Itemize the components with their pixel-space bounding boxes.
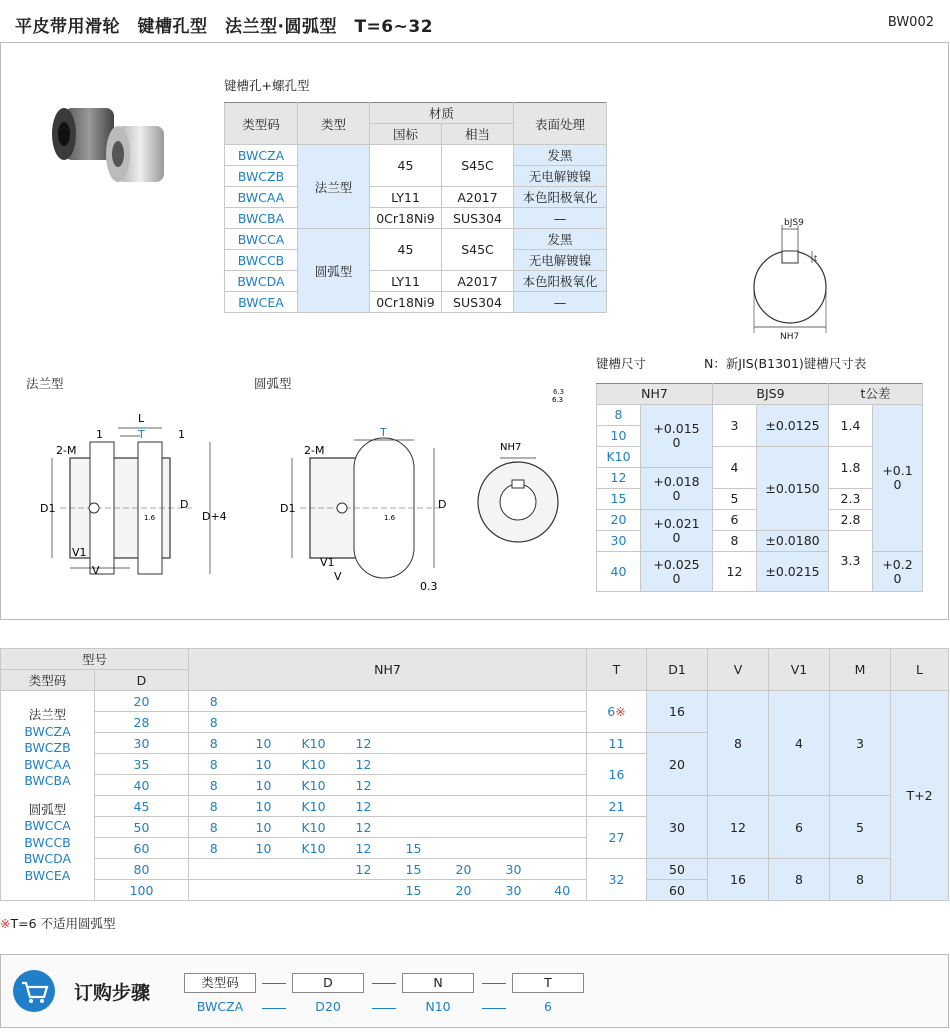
n-value: 30	[489, 859, 539, 880]
d-value: 35	[95, 754, 189, 775]
n-tol: +0.021 0	[641, 510, 713, 552]
type-code: BWCZA	[225, 145, 298, 166]
n-value: 8	[597, 405, 641, 426]
type-code-item: BWCDA	[23, 851, 72, 866]
type-code: BWCCB	[225, 250, 298, 271]
n-value: 8	[189, 754, 239, 775]
arc-label-D1: D1	[280, 502, 296, 515]
type-code: BWCDA	[225, 271, 298, 292]
n-value	[289, 880, 339, 901]
n-value: 12	[339, 775, 389, 796]
d1-value: 20	[647, 733, 708, 796]
type-code: BWCAA	[225, 187, 298, 208]
arc-label-T: T	[380, 426, 387, 439]
col-type-code: 类型码	[225, 103, 298, 145]
product-code: BW002	[887, 15, 934, 30]
arc-label-V1: V1	[320, 556, 335, 569]
n-value	[239, 880, 289, 901]
n-value	[439, 838, 489, 859]
n-value: K10	[289, 838, 339, 859]
n-value	[489, 754, 539, 775]
n-value: 12	[597, 468, 641, 489]
n-value	[339, 691, 389, 712]
n-value: K10	[289, 754, 339, 775]
n-value: 12	[339, 838, 389, 859]
label-63: 6.3	[552, 396, 564, 404]
n-value: 15	[389, 880, 439, 901]
table-row	[1, 859, 949, 880]
type-code-item	[1, 790, 94, 802]
n-value	[439, 754, 489, 775]
col-bjs9: BJS9	[713, 384, 829, 405]
d1-value: 30	[647, 796, 708, 859]
n-value: 20	[439, 880, 489, 901]
n-value	[189, 880, 239, 901]
n-value: 30	[489, 880, 539, 901]
surface: —	[514, 208, 607, 229]
surface: 本色阳极氧化	[514, 271, 607, 292]
arc-label-2M: 2-M	[304, 444, 325, 457]
col-d1: D1	[647, 649, 708, 691]
label-V: V	[92, 564, 100, 577]
label-bjs9: bJS9	[784, 218, 804, 228]
n-tol: +0.025 0	[641, 552, 713, 592]
label-D4: D+4	[202, 510, 227, 523]
b-tol: ±0.0215	[757, 552, 829, 592]
bore-label-nh7: NH7	[500, 442, 522, 453]
order-label-t: T	[512, 973, 584, 993]
material-equiv: SUS304	[442, 208, 514, 229]
order-value-d: D20	[315, 999, 341, 1014]
b-value: 3	[713, 405, 757, 447]
type-flange: 法兰型	[298, 145, 370, 229]
surface: 发黑	[514, 229, 607, 250]
label-surface-63: 6.3	[553, 388, 565, 396]
col-t-tol: t公差	[829, 384, 923, 405]
n-value: 10	[239, 754, 289, 775]
n-value	[489, 691, 539, 712]
n-value: 30	[597, 531, 641, 552]
n-value	[539, 859, 587, 880]
col-t: T	[587, 649, 647, 691]
t-number: 6	[607, 704, 616, 719]
n-value	[389, 775, 439, 796]
n-value	[389, 754, 439, 775]
col-nh7: NH7	[597, 384, 713, 405]
material-equiv: S45C	[442, 229, 514, 271]
t-value: 2.8	[829, 510, 873, 531]
n-value: 8	[189, 733, 239, 754]
t-value: 1.8	[829, 447, 873, 489]
t-value	[587, 817, 647, 859]
material-table-caption: 键槽孔+螺孔型	[224, 78, 310, 93]
n-value	[489, 712, 539, 733]
label-roughness: 1.6	[144, 514, 156, 522]
type-code-item: BWCCB	[24, 834, 71, 850]
n-value	[439, 712, 489, 733]
b-value: 5	[713, 489, 757, 510]
col-l: L	[891, 649, 949, 691]
b-value: 6	[713, 510, 757, 531]
n-value: 10	[239, 733, 289, 754]
n-value	[539, 754, 587, 775]
t-value: 2.3	[829, 489, 873, 510]
label-D1: D1	[40, 502, 56, 515]
d-value: 30	[95, 733, 189, 754]
n-value: 10	[239, 838, 289, 859]
v-value: 16	[708, 859, 769, 901]
type-code-list	[1, 691, 95, 901]
n-value: K10	[597, 447, 641, 468]
t-tol: +0.2 0	[873, 552, 923, 592]
t-value	[587, 733, 647, 754]
t-value	[587, 796, 647, 817]
b-tol: ±0.0150	[757, 447, 829, 531]
n-value: 8	[189, 775, 239, 796]
type-code: BWCCA	[225, 229, 298, 250]
footnote-text: T=6 不适用圆弧型	[10, 916, 116, 931]
n-value: 8	[189, 691, 239, 712]
n-value	[539, 775, 587, 796]
col-v1: V1	[769, 649, 830, 691]
d-value: 20	[95, 691, 189, 712]
type-code: BWCBA	[225, 208, 298, 229]
col-d: D	[95, 670, 189, 691]
footnote-mark: ※	[0, 916, 11, 931]
table-row	[1, 796, 949, 817]
n-value	[389, 733, 439, 754]
col-v: V	[708, 649, 769, 691]
type-code-item: BWCCA	[24, 818, 71, 833]
col-material: 材质	[370, 103, 514, 124]
t-value	[587, 859, 647, 901]
surface: —	[514, 292, 607, 313]
n-value	[339, 712, 389, 733]
col-type-code: 类型码	[1, 670, 95, 691]
n-value	[539, 817, 587, 838]
flange-drawing-label: 法兰型	[26, 376, 64, 391]
type-code: BWCZB	[225, 166, 298, 187]
type-code-item: BWCAA	[24, 756, 71, 772]
table-row	[1, 691, 949, 712]
label-nh7-small: NH7	[780, 332, 800, 342]
n-tol: +0.018 0	[641, 468, 713, 510]
t-number: 21	[608, 798, 625, 814]
v1-value: 6	[769, 796, 830, 859]
material-equiv: S45C	[442, 145, 514, 187]
n-value: 20	[439, 859, 489, 880]
d-value: 80	[95, 859, 189, 880]
n-value: 10	[239, 775, 289, 796]
label-2M: 2-M	[56, 444, 77, 457]
label-D: D	[180, 498, 189, 511]
page-title: 平皮带用滑轮 键槽孔型 法兰型·圆弧型 T=6~32	[15, 17, 434, 37]
type-code-item: 圆弧型	[28, 801, 67, 817]
n-value: 20	[597, 510, 641, 531]
d1-value: 50	[647, 859, 708, 880]
t-value	[587, 691, 647, 733]
material-table	[224, 102, 607, 313]
col-equiv: 相当	[442, 124, 514, 145]
n-value	[539, 838, 587, 859]
n-value: K10	[289, 796, 339, 817]
n-value	[489, 838, 539, 859]
order-label-type-code: 类型码	[184, 973, 256, 993]
n-value: K10	[289, 775, 339, 796]
arc-label-roughness: 1.6	[384, 514, 396, 522]
arc-drawing-label: 圆弧型	[254, 376, 292, 391]
n-value	[489, 796, 539, 817]
b-tol: ±0.0180	[757, 531, 829, 552]
keyway-section-drawing	[740, 215, 860, 345]
n-value: 10	[597, 426, 641, 447]
material-gb: 0Cr18Ni9	[370, 292, 442, 313]
col-m: M	[830, 649, 891, 691]
d-value: 28	[95, 712, 189, 733]
t-note-mark: ※	[615, 704, 626, 719]
t-value: 1.4	[829, 405, 873, 447]
d-value: 100	[95, 880, 189, 901]
product-photo	[44, 96, 184, 196]
n-value	[389, 817, 439, 838]
n-value: 15	[597, 489, 641, 510]
n-value	[289, 691, 339, 712]
v1-value: 4	[769, 691, 830, 796]
n-value: 12	[339, 733, 389, 754]
n-value	[539, 712, 587, 733]
material-equiv: A2017	[442, 271, 514, 292]
order-title: 订购步骤	[74, 982, 151, 1004]
type-arc: 圆弧型	[298, 229, 370, 313]
d-value: 60	[95, 838, 189, 859]
n-value	[239, 712, 289, 733]
n-value: K10	[289, 733, 339, 754]
keyway-table	[596, 383, 923, 592]
keyway-note: N：新JIS(B1301)键槽尺寸表	[704, 356, 867, 371]
order-label-n: N	[402, 973, 474, 993]
b-value: 4	[713, 447, 757, 489]
n-value	[289, 712, 339, 733]
n-value	[339, 880, 389, 901]
material-equiv: A2017	[442, 187, 514, 208]
col-model: 型号	[1, 649, 189, 670]
t-number: 11	[608, 735, 625, 751]
n-value	[439, 817, 489, 838]
n-value	[189, 859, 239, 880]
n-value	[389, 691, 439, 712]
n-value: 8	[189, 712, 239, 733]
label-1-right: 1	[178, 428, 185, 441]
b-tol: ±0.0125	[757, 405, 829, 447]
type-code-item: BWCZB	[24, 740, 71, 755]
n-value: 10	[239, 796, 289, 817]
svg-text:t: t	[814, 254, 818, 263]
b-value: 8	[713, 531, 757, 552]
surface: 本色阳极氧化	[514, 187, 607, 208]
n-value: 12	[339, 796, 389, 817]
order-value-n: N10	[425, 999, 451, 1014]
v1-value: 8	[769, 859, 830, 901]
d-value: 45	[95, 796, 189, 817]
n-value	[389, 712, 439, 733]
d1-value: 60	[647, 880, 708, 901]
material-gb: LY11	[370, 187, 442, 208]
material-gb: 0Cr18Ni9	[370, 208, 442, 229]
t-number: 32	[608, 872, 625, 887]
footnote	[0, 914, 116, 932]
m-value: 8	[830, 859, 891, 901]
b-value: 12	[713, 552, 757, 592]
v-value: 12	[708, 796, 769, 859]
cart-icon	[12, 969, 56, 1013]
n-value: K10	[289, 817, 339, 838]
material-gb: 45	[370, 229, 442, 271]
n-value	[389, 796, 439, 817]
m-value: 5	[830, 796, 891, 859]
surface: 无电解镀镍	[514, 250, 607, 271]
dimension-table	[0, 648, 949, 901]
t-tol: +0.1 0	[873, 405, 923, 552]
surface: 无电解镀镍	[514, 166, 607, 187]
n-value: 15	[389, 859, 439, 880]
n-value: 40	[539, 880, 587, 901]
n-value	[489, 817, 539, 838]
arc-label-03: 0.3	[420, 580, 438, 593]
label-L: L	[138, 412, 145, 425]
type-code-item: BWCEA	[24, 867, 71, 883]
label-T: T	[138, 428, 145, 441]
n-value	[239, 859, 289, 880]
keyway-title: 键槽尺寸	[596, 356, 647, 371]
n-value: 40	[597, 552, 641, 592]
col-n: NH7	[189, 649, 587, 691]
type-code-item: BWCBA	[24, 773, 71, 788]
n-value	[439, 733, 489, 754]
material-equiv: SUS304	[442, 292, 514, 313]
bore-side-view	[470, 436, 570, 546]
d-value: 50	[95, 817, 189, 838]
material-gb: LY11	[370, 271, 442, 292]
n-value: 12	[339, 817, 389, 838]
n-value	[539, 733, 587, 754]
type-code-item: BWCZA	[24, 723, 71, 739]
m-value: 3	[830, 691, 891, 796]
l-value: T+2	[891, 691, 949, 901]
n-value: 8	[189, 796, 239, 817]
label-V1: V1	[72, 546, 87, 559]
n-value: 15	[389, 838, 439, 859]
n-value	[489, 775, 539, 796]
col-surface: 表面处理	[514, 103, 607, 145]
n-value	[439, 796, 489, 817]
order-label-d: D	[292, 973, 364, 993]
t-value: 3.3	[829, 531, 873, 592]
type-code-item: 法兰型	[28, 707, 67, 722]
arc-label-D: D	[438, 498, 447, 511]
n-value: 12	[339, 859, 389, 880]
n-value	[539, 796, 587, 817]
n-value: 10	[239, 817, 289, 838]
n-value	[539, 691, 587, 712]
flange-type-drawing	[30, 408, 230, 588]
n-value	[439, 691, 489, 712]
n-value: 8	[189, 817, 239, 838]
order-value-type-code: BWCZA	[196, 999, 244, 1014]
n-value: 8	[189, 838, 239, 859]
material-gb: 45	[370, 145, 442, 187]
n-value	[489, 733, 539, 754]
type-code: BWCEA	[225, 292, 298, 313]
label-1-left: 1	[96, 428, 103, 441]
t-value	[587, 754, 647, 796]
col-type: 类型	[298, 103, 370, 145]
n-tol: +0.015 0	[641, 405, 713, 468]
d1-value: 16	[647, 691, 708, 733]
t-number: 27	[608, 830, 625, 845]
t-number: 16	[608, 767, 625, 782]
col-gb: 国标	[370, 124, 442, 145]
order-value-t: 6	[544, 999, 552, 1014]
n-value: 12	[339, 754, 389, 775]
n-value	[239, 691, 289, 712]
arc-label-V: V	[334, 570, 342, 583]
v-value: 8	[708, 691, 769, 796]
d-value: 40	[95, 775, 189, 796]
n-value	[439, 775, 489, 796]
surface: 发黑	[514, 145, 607, 166]
n-value	[289, 859, 339, 880]
